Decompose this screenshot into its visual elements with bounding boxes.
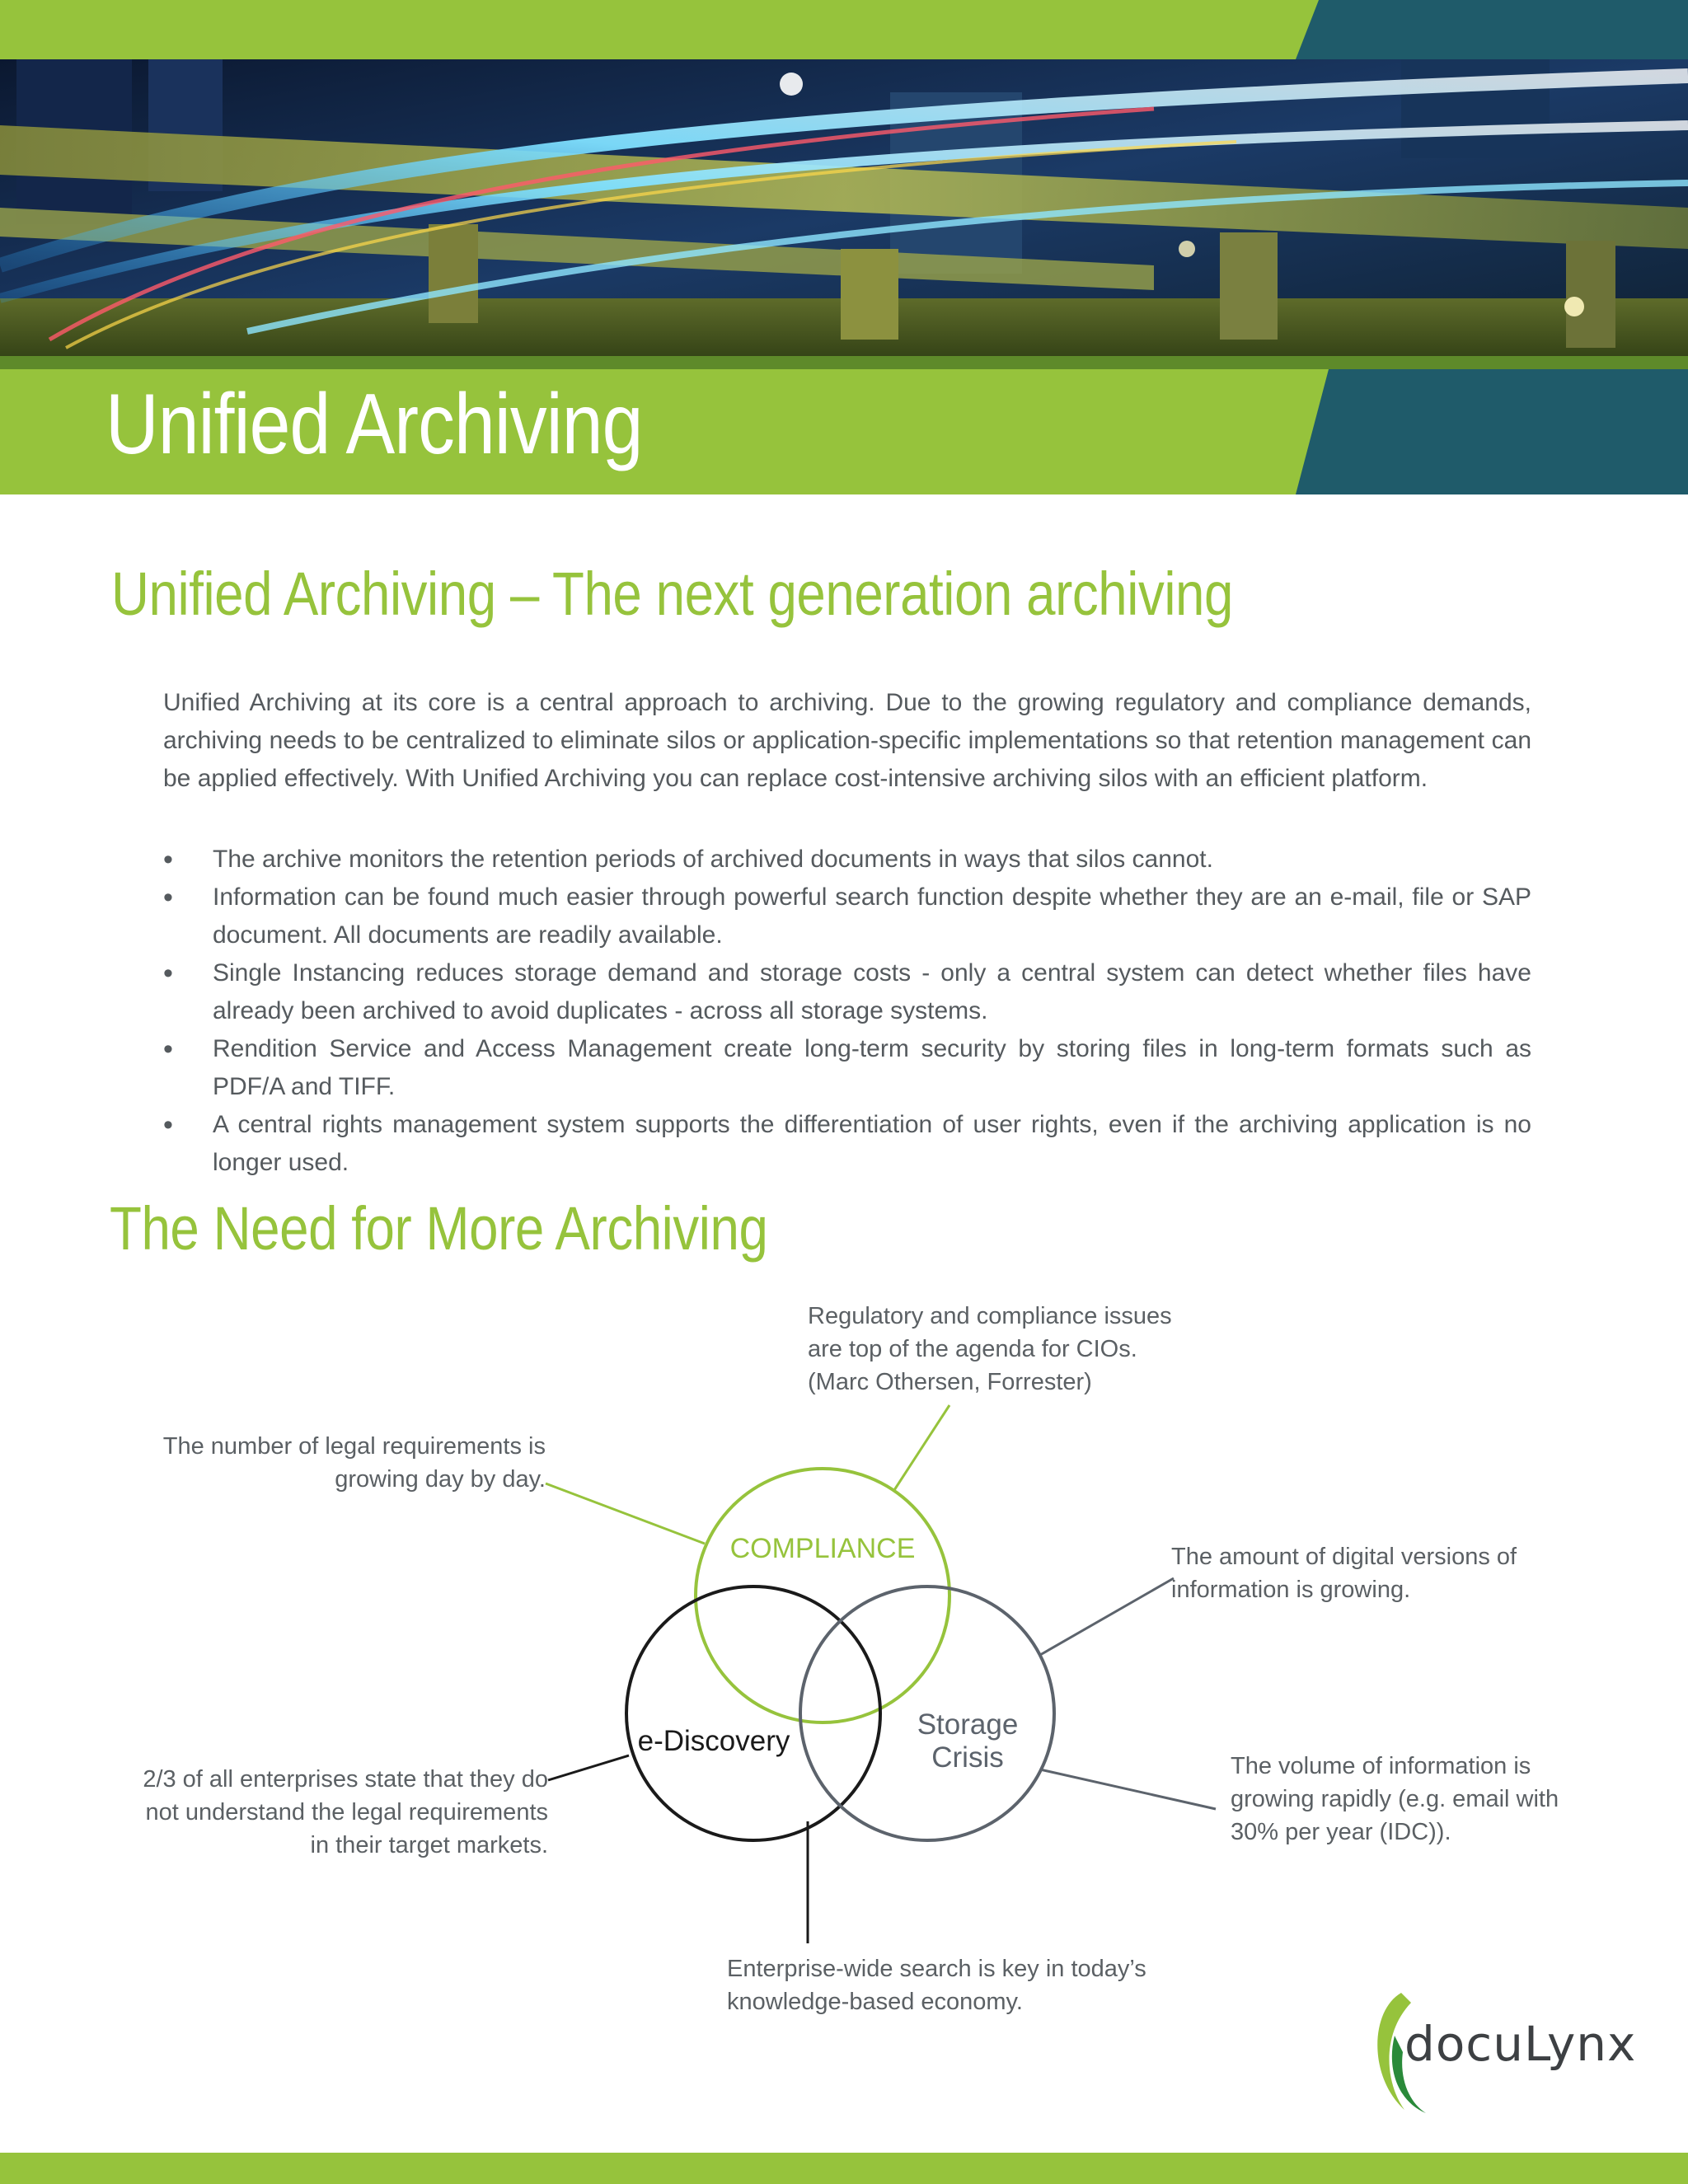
logo-wordmark: docuLynx [1404, 2016, 1637, 2072]
list-item: • A central rights management system supports the differentiation of user rights, even if the archiving application is no longer used. [163, 1106, 1531, 1182]
ediscovery-label: e-Discovery [637, 1725, 790, 1757]
callout-top-line2: are top of the agenda for CIOs. [808, 1336, 1137, 1362]
list-item: • The archive monitors the retention periods of archived documents in ways that silos cannot. [163, 841, 1531, 879]
list-item: • Rendition Service and Access Management create long-term security by storing files in long-term formats such as PDF/A and TIFF. [163, 1030, 1531, 1106]
callout-bottom-line2: knowledge-based economy. [727, 1989, 1023, 2015]
compliance-label: COMPLIANCE [729, 1533, 916, 1564]
connector-left-top [546, 1483, 705, 1544]
ediscovery-circle [626, 1586, 880, 1840]
callout-left-top-line1: The number of legal requirements is [162, 1433, 546, 1460]
bottom-color-bar [0, 2153, 1688, 2184]
callout-bottom-line1: Enterprise-wide search is key in today’s [727, 1956, 1146, 1982]
callout-right-top-line2: information is growing. [1171, 1577, 1411, 1603]
storage-crisis-label-line2: Crisis [931, 1741, 1004, 1774]
callout-right-bottom-line2: growing rapidly (e.g. email with [1231, 1786, 1559, 1812]
benefit-list [163, 841, 1531, 1182]
doculynx-logo [1362, 1986, 1637, 2118]
venn-diagram [0, 1286, 1688, 2027]
top-color-strip [0, 0, 1688, 59]
hero-image [0, 59, 1688, 371]
callout-left-bottom-line3: in their target markets. [310, 1832, 548, 1858]
connector-left-bottom [548, 1755, 629, 1780]
list-item: • Single Instancing reduces storage demand and storage costs - only a central system can detect whether files have already been archived to avoid duplicates - across all storage systems. [163, 954, 1531, 1030]
connector-top [894, 1405, 950, 1490]
section-heading-need-for-archiving: The Need for More Archiving [110, 1194, 768, 1263]
callout-top-line1: Regulatory and compliance issues [808, 1303, 1172, 1329]
compliance-circle [696, 1469, 950, 1722]
list-item: • Information can be found much easier through powerful search function despite whether they are an e-mail, file or SAP document. All documents are readily available. [163, 879, 1531, 954]
callout-right-bottom-line1: The volume of information is [1231, 1753, 1531, 1779]
callout-right-top-line1: The amount of digital versions of [1171, 1544, 1517, 1570]
callout-left-top-line2: growing day by day. [335, 1466, 546, 1493]
connector-right-bottom [1040, 1769, 1216, 1809]
page-title: Unified Archiving [106, 377, 643, 472]
callout-right-bottom-line3: 30% per year (IDC)). [1231, 1819, 1451, 1845]
callout-top-line3: (Marc Othersen, Forrester) [808, 1369, 1092, 1395]
storage-crisis-label-line1: Storage [917, 1708, 1019, 1741]
section-heading-next-generation: Unified Archiving – The next generation archiving [111, 560, 1233, 628]
intro-paragraph: Unified Archiving at its core is a central approach to archiving. Due to the growing regulatory and compliance demands, archiving needs to be centralized to eliminate silos or application-specific implementations so that retention management can be applied effectively. With Unified Archiving you can replace cost-intensive archiving silos with an efficient platform. [163, 689, 1531, 792]
connector-right-top [1040, 1578, 1174, 1655]
callout-left-bottom-line2: not understand the legal requirements [145, 1799, 548, 1825]
callout-left-bottom-line1: 2/3 of all enterprises state that they do [143, 1766, 548, 1793]
